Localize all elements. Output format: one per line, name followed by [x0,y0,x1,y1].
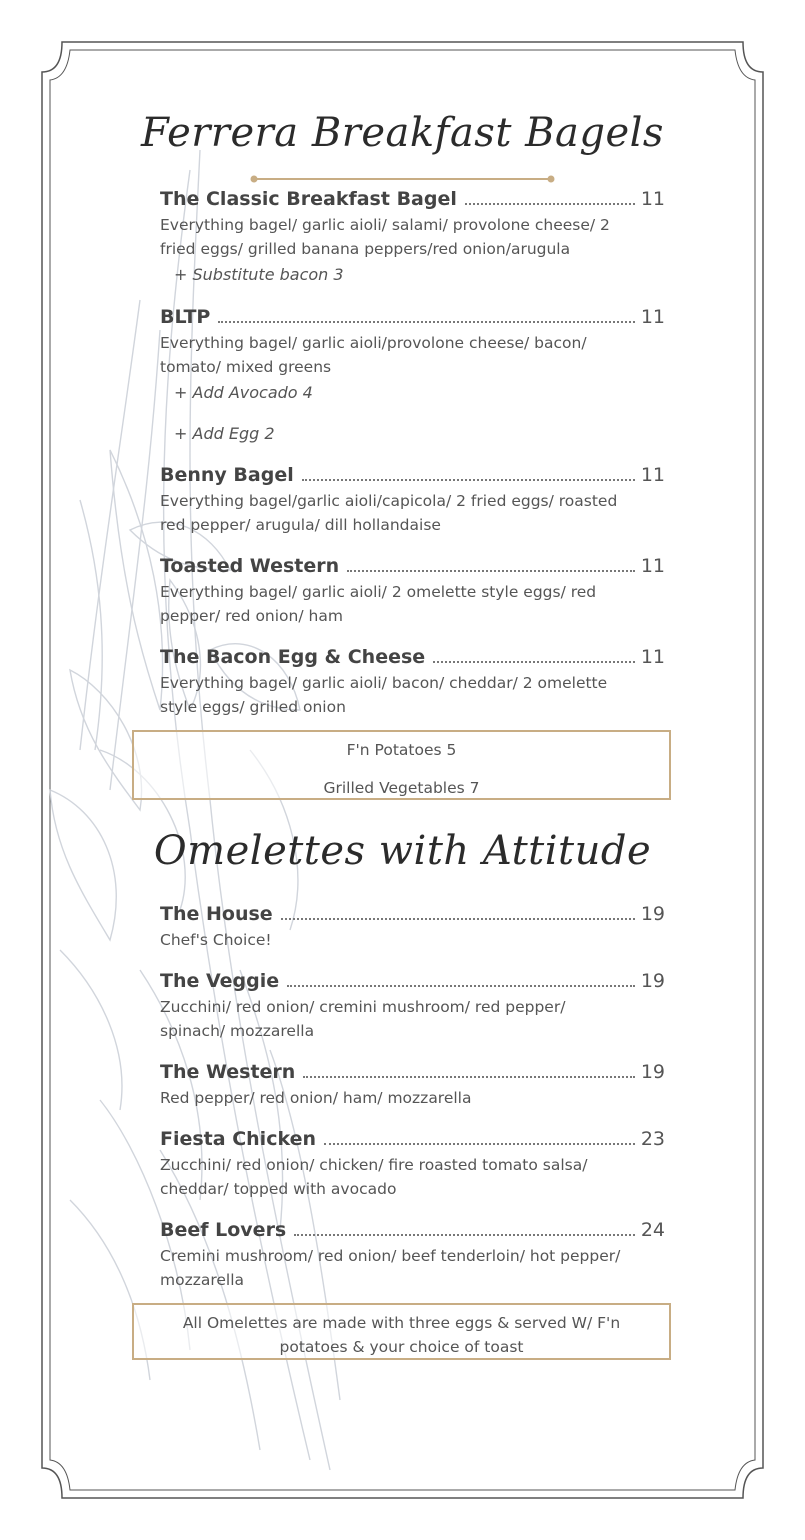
item-description: Zucchini/ red onion/ cremini mushroom/ red pepper/ spinach/ mozzarella [160,998,566,1040]
item-name: Beef Lovers [160,1219,287,1241]
omelette-note: All Omelettes are made with three eggs & served W/ F'n potatoes & your choice of toast [182,1314,621,1356]
dot-leader [303,1076,634,1078]
menu-item [160,970,665,1043]
item-description: Everything bagel/ garlic aioli/ salami/ provolone cheese/ 2 fried eggs/ grilled banana peppers/red onion/arugula [160,216,610,258]
item-price: 11 [640,555,665,577]
omelette-note-box [132,1303,671,1360]
dot-leader [433,661,635,663]
dot-leader [281,918,635,920]
item-price: 11 [640,464,665,486]
dot-leader [465,203,635,205]
item-description: Chef's Choice! [160,931,272,949]
item-description: Red pepper/ red onion/ ham/ mozzarella [160,1089,472,1107]
item-description: Everything bagel/ garlic aioli/ bacon/ cheddar/ 2 omelette style eggs/ grilled onion [160,674,608,716]
menu-item [160,646,665,719]
item-price: 19 [640,903,665,925]
item-addon: + Add Avocado 4 [174,383,313,402]
item-price: 24 [640,1219,665,1241]
item-name: Fiesta Chicken [160,1128,316,1150]
item-description: Everything bagel/ garlic aioli/ 2 omelette style eggs/ red pepper/ red onion/ ham [160,583,597,625]
menu-item [160,555,665,628]
menu-item [160,1219,665,1292]
dot-leader [324,1143,635,1145]
side-item: Grilled Vegetables 7 [323,779,480,797]
side-item: F'n Potatoes 5 [346,741,457,759]
dot-leader [347,570,635,572]
item-price: 19 [640,1061,665,1083]
item-name: Benny Bagel [160,464,294,486]
item-name: BLTP [160,306,211,328]
item-description: Cremini mushroom/ red onion/ beef tenderloin/ hot pepper/ mozzarella [160,1247,621,1289]
item-name: The Western [160,1061,296,1083]
item-price: 11 [640,306,665,328]
menu-item [160,306,665,379]
dot-leader [287,985,635,987]
title-divider [250,173,555,185]
section-title: Omelettes with Attitude [153,828,652,874]
item-description: Zucchini/ red onion/ chicken/ fire roasted tomato salsa/ cheddar/ topped with avocado [160,1156,588,1198]
item-price: 11 [640,188,665,210]
item-name: Toasted Western [160,555,340,577]
section-title: Ferrera Breakfast Bagels [141,110,664,156]
item-description: Everything bagel/ garlic aioli/provolone cheese/ bacon/ tomato/ mixed greens [160,334,587,376]
item-name: The Classic Breakfast Bagel [160,188,457,210]
menu-item [160,1061,665,1110]
dot-leader [302,479,635,481]
menu-item [160,464,665,537]
menu-item [160,188,665,261]
item-name: The Bacon Egg & Cheese [160,646,426,668]
menu-item [160,1128,665,1201]
item-name: The House [160,903,273,925]
item-price: 23 [640,1128,665,1150]
item-price: 11 [640,646,665,668]
item-name: The Veggie [160,970,280,992]
item-price: 19 [640,970,665,992]
dot-leader [218,321,634,323]
menu-item [160,903,665,952]
item-addon: + Add Egg 2 [174,424,275,443]
dot-leader [294,1234,635,1236]
sides-box [132,730,671,800]
item-description: Everything bagel/garlic aioli/capicola/ 2 fried eggs/ roasted red pepper/ arugula/ dill hollandaise [160,492,618,534]
item-addon: + Substitute bacon 3 [174,265,344,284]
